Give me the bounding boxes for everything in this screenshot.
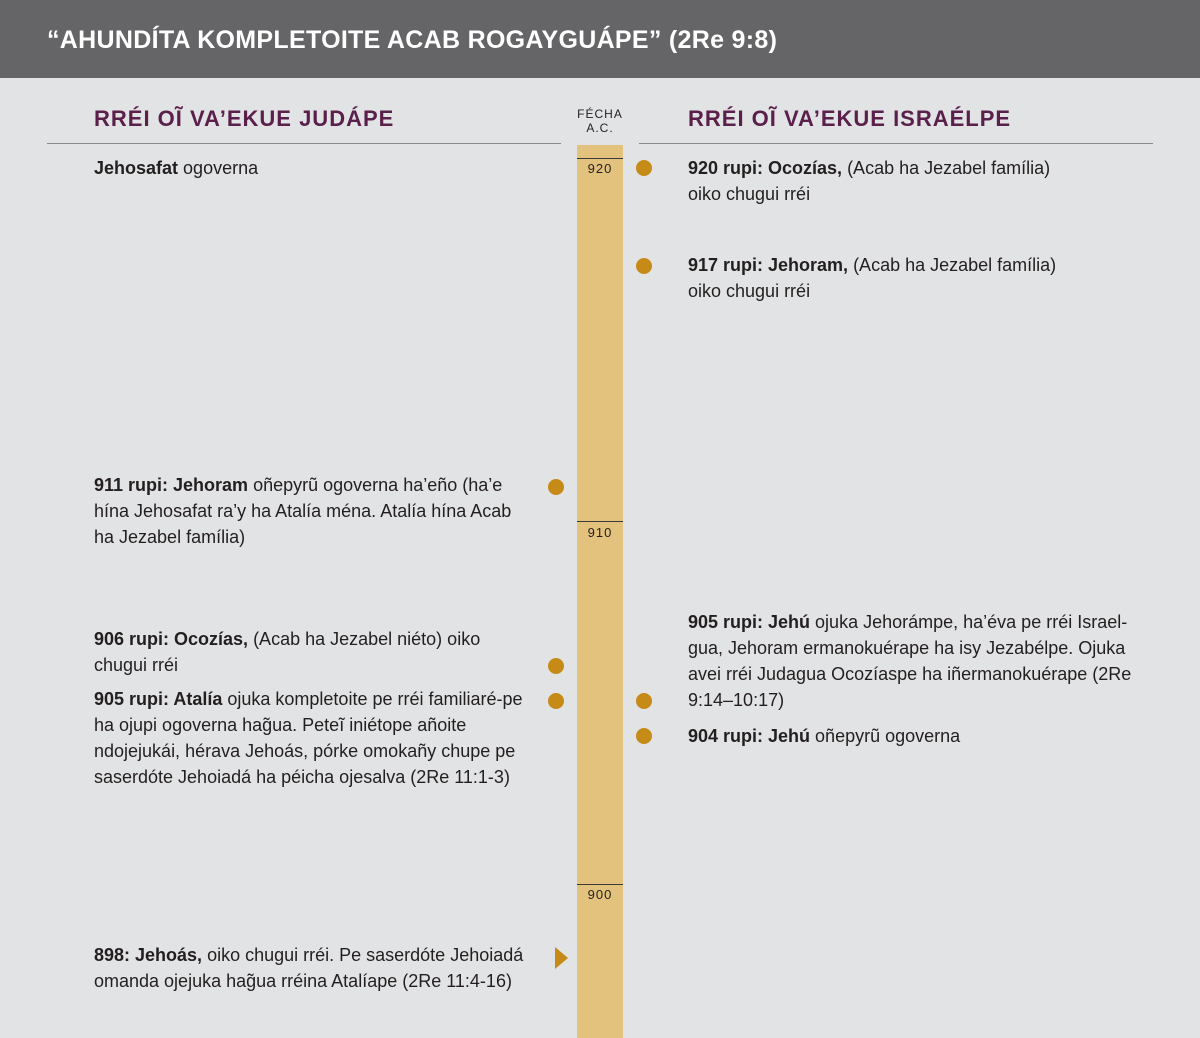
entry-text: oñepyrũ ogoverna ha’eño (ha’e hína Jehosafat ra’y ha Atalía ména. Atalía hína Acab ha Jezabel família) xyxy=(94,475,512,547)
judah-entry-atalia xyxy=(94,686,534,790)
israel-entry-jehu-kills xyxy=(688,609,1138,713)
entry-bold: 905 rupi: Atalía xyxy=(94,689,223,709)
timeline-tick-label-910: 910 xyxy=(587,525,613,540)
timeline-marker-icon xyxy=(636,728,652,744)
timeline-tick-920 xyxy=(577,158,623,159)
timeline-marker-icon xyxy=(548,693,564,709)
entry-bold: 904 rupi: Jehú xyxy=(688,726,811,746)
timeline-marker-icon xyxy=(636,258,652,274)
entry-text: (Acab ha Jezabel família) oiko chugui rréi xyxy=(688,255,1057,301)
right-header-divider xyxy=(639,143,1153,144)
entry-bold: 911 rupi: Jehoram xyxy=(94,475,249,495)
entry-text: (Acab ha Jezabel família) oiko chugui rréi xyxy=(688,158,1051,204)
israel-entry-ocozias xyxy=(688,155,1088,207)
judah-entry-jehoas xyxy=(94,942,534,994)
arrow-marker-icon xyxy=(555,947,568,969)
timeline-tick-910 xyxy=(577,521,623,522)
judah-entry-ocozias xyxy=(94,626,504,678)
entry-bold: 906 rupi: Ocozías, xyxy=(94,629,249,649)
entry-bold: 905 rupi: Jehú xyxy=(688,612,811,632)
entry-text: (Acab ha Jezabel niéto) oiko chugui rréi xyxy=(94,629,481,675)
timeline-marker-icon xyxy=(636,160,652,176)
title-bar xyxy=(0,0,1200,78)
right-column-header: RRÉI OĨ VA’EKUE ISRAÉLPE xyxy=(688,106,1012,131)
israel-entry-jehu-reigns xyxy=(688,723,1138,749)
left-header-divider xyxy=(47,143,561,144)
judah-entry-jehosafat xyxy=(94,155,534,181)
timeline-marker-icon xyxy=(548,658,564,674)
left-column-header: RRÉI OĨ VA’EKUE JUDÁPE xyxy=(94,106,395,131)
judah-entry-jehoram xyxy=(94,472,522,550)
timeline-marker-icon xyxy=(548,479,564,495)
timeline-tick-900 xyxy=(577,884,623,885)
entry-bold: 917 rupi: Jehoram, xyxy=(688,255,849,275)
entry-text: ojuka Jehorámpe, ha’éva pe rréi Israel-gua, Jehoram ermanokuérape ha isy Jezabélpe. Ojuka avei rréi Judagua Ocozíaspe ha iñermanokuérape (2Re 9:14–10:17) xyxy=(688,612,1132,710)
entry-bold: Jehosafat xyxy=(94,158,179,178)
entry-text: ojuka kompletoite pe rréi familiaré-pe ha ojupi ogoverna hag̃ua. Peteĩ iniétope añoite ndojejukái, hérava Jehoás, pórke omokañy chupe pe saserdóte Jehoiadá ha péicha ojesalva (2Re 11:1-3) xyxy=(94,689,523,787)
date-column-header xyxy=(560,107,640,135)
date-header-line1: FÉCHA xyxy=(577,107,623,121)
israel-entry-jehoram xyxy=(688,252,1088,304)
timeline-tick-label-920: 920 xyxy=(587,161,613,176)
entry-text: ogoverna xyxy=(178,158,259,178)
timeline-tick-label-900: 900 xyxy=(587,887,613,902)
entry-bold: 898: Jehoás, xyxy=(94,945,203,965)
timeline-bar xyxy=(577,145,623,1038)
entry-text: oñepyrũ ogoverna xyxy=(810,726,961,746)
date-header-line2: A.C. xyxy=(586,121,614,135)
timeline-marker-icon xyxy=(636,693,652,709)
entry-bold: 920 rupi: Ocozías, xyxy=(688,158,843,178)
page-title: “AHUNDÍTA KOMPLETOITE ACAB ROGAYGUÁPE” (2Re 9:8) xyxy=(47,26,778,54)
entry-text: oiko chugui rréi. Pe saserdóte Jehoiadá omanda ojejuka hag̃ua rréina Atalíape (2Re 11:4-16) xyxy=(94,945,524,991)
